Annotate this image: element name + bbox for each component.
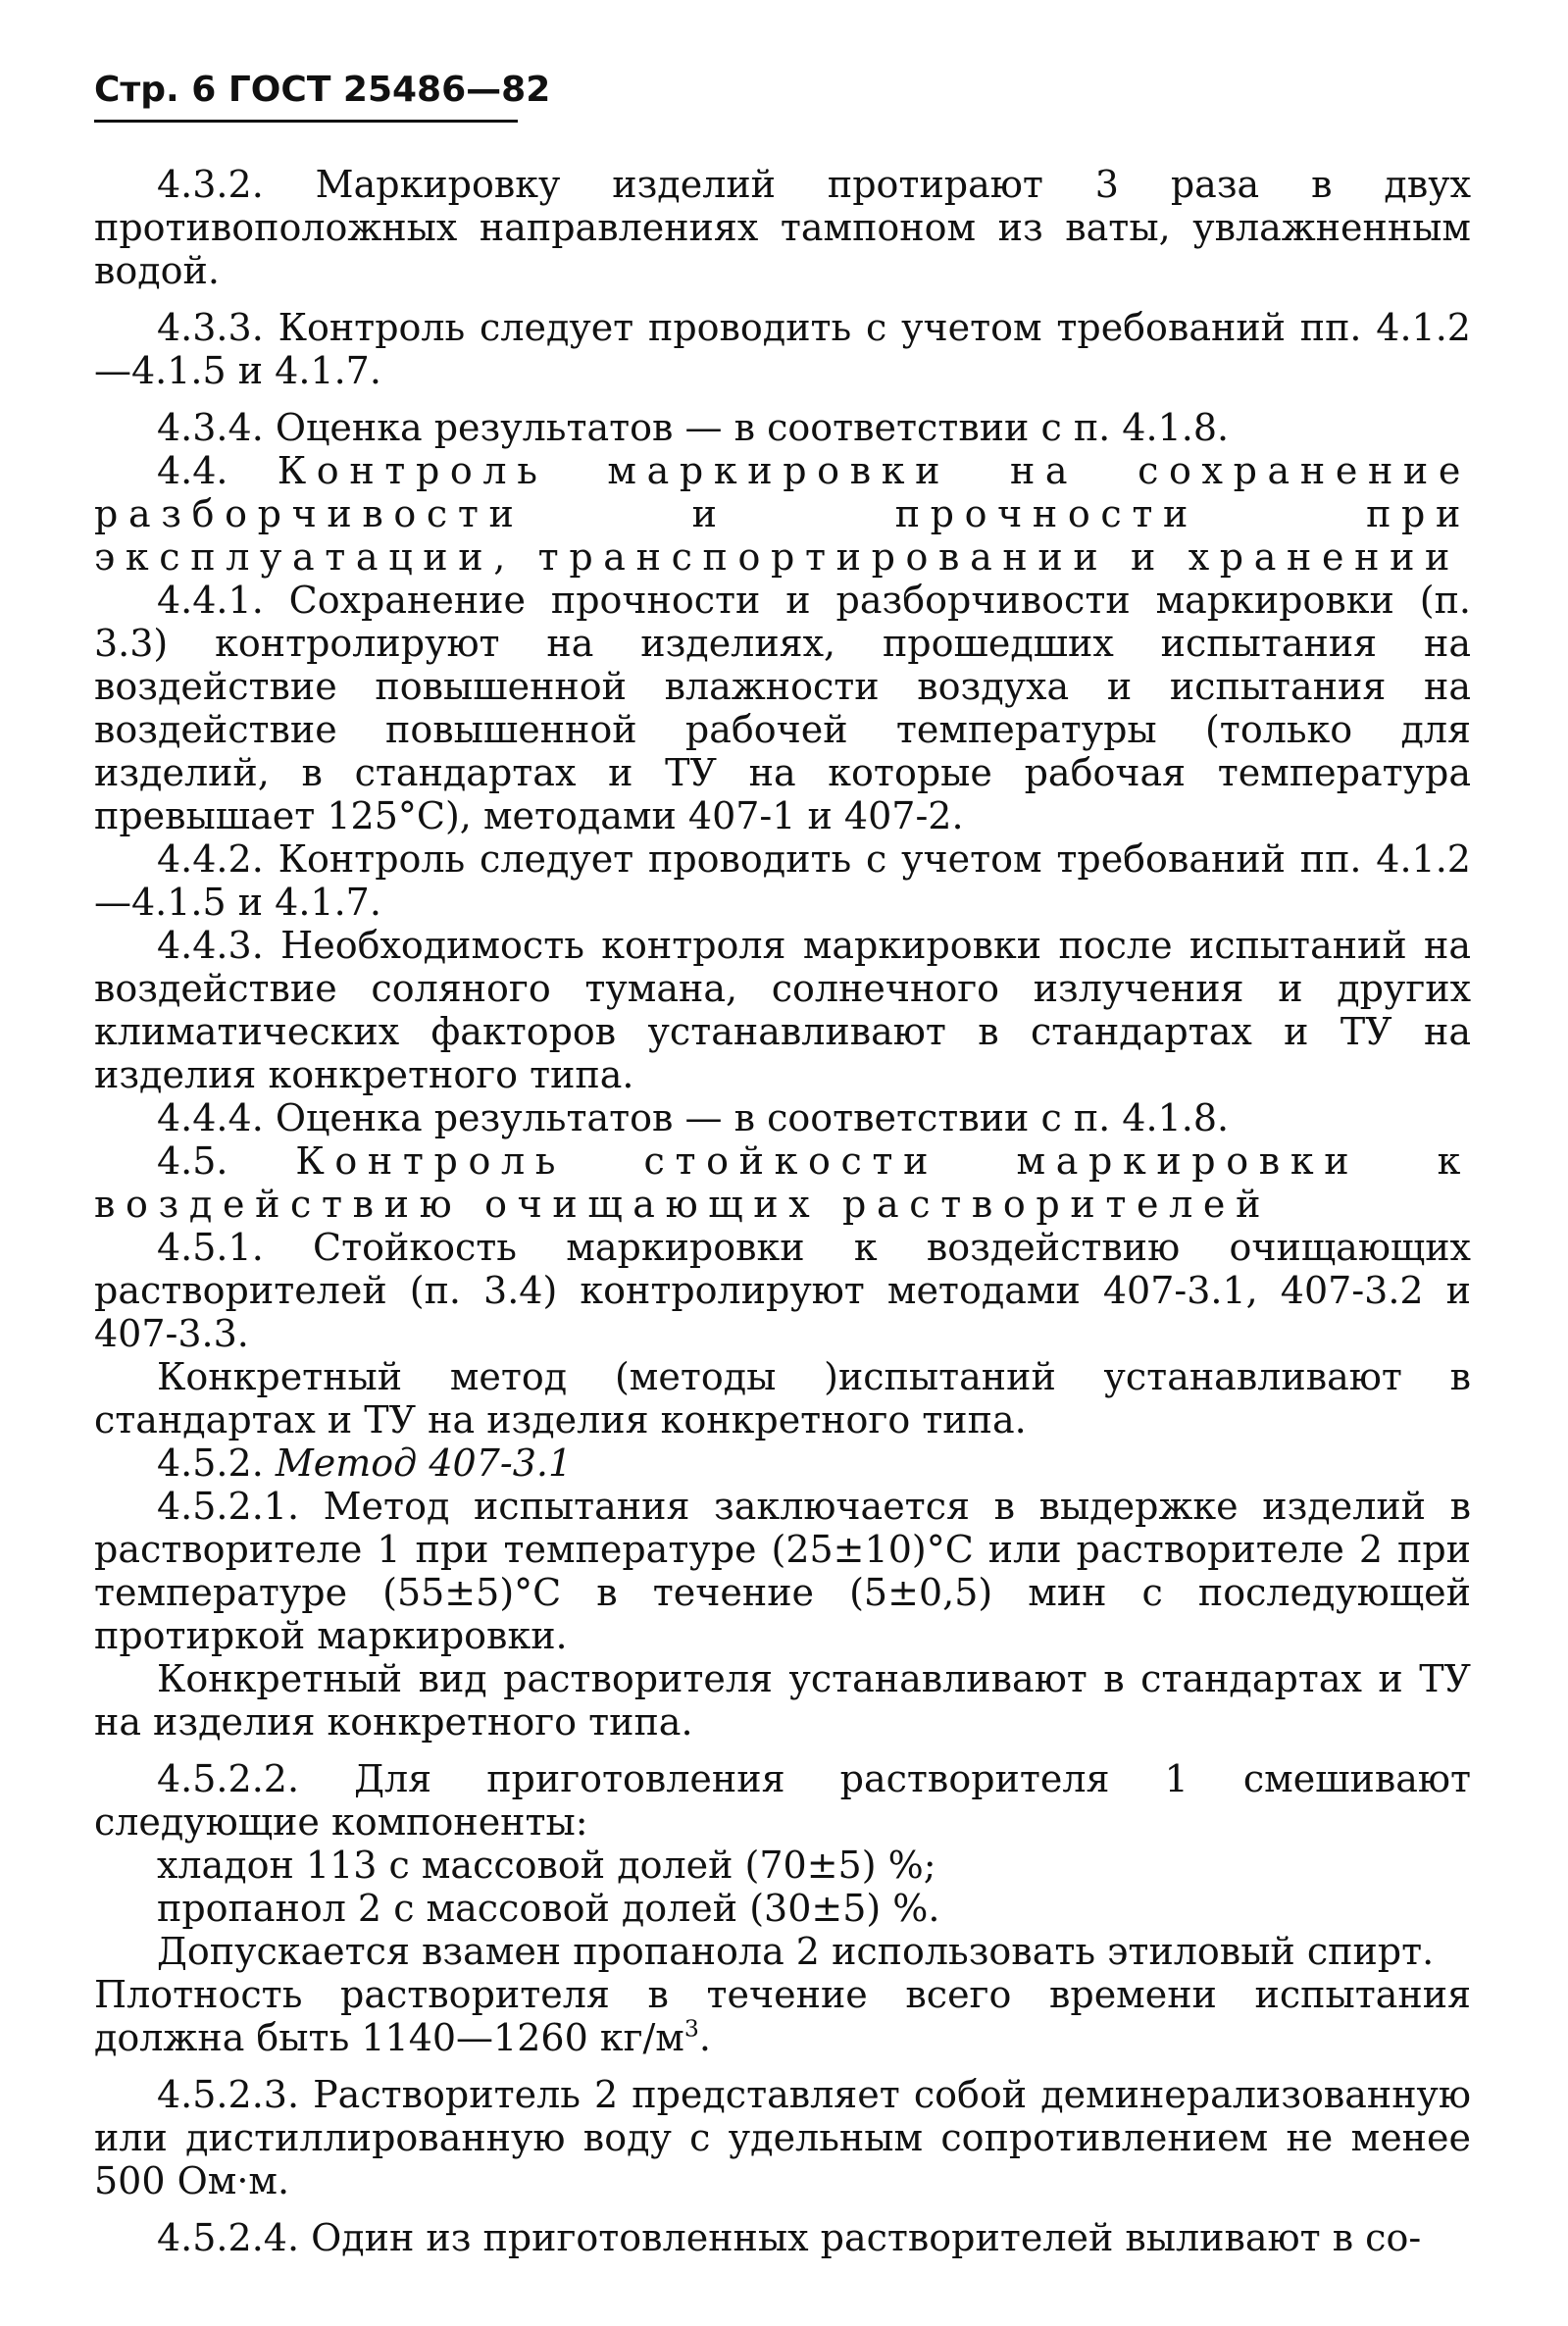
paragraph-4-3-4: 4.3.4. Оценка результатов — в соответствии с п. 4.1.8. — [157, 406, 1230, 449]
paragraph-4-4-2: 4.4.2. Контроль следует проводить с учетом требований пп. 4.1.2—4.1.5 и 4.1.7. — [94, 837, 1471, 924]
paragraph-4-5-2-1-continued: Конкретный вид растворителя устанавливают в стандартах и ТУ на изделия конкретного типа. — [94, 1657, 1471, 1744]
list-item-propanol: пропанол 2 с массовой долей (30±5) %. — [157, 1887, 940, 1930]
page-header — [94, 67, 550, 114]
section-title: Контроль маркировки на сохранение разборчивости и прочности при эксплуатации, транспортировании и хранении — [94, 449, 1472, 579]
density-superscript: 3 — [683, 2014, 699, 2043]
section-heading-4-4 — [94, 449, 1471, 579]
paragraph-4-5-1: 4.5.1. Стойкость маркировки к воздействию очищающих растворителей (п. 3.4) контролируют методами 407-3.1, 407-3.2 и 407-3.3. — [94, 1226, 1471, 1355]
subsection-heading-4-5-2 — [94, 1441, 1471, 1485]
section-number: 4.5. — [157, 1139, 296, 1183]
section-title: Контроль стойкости маркировки к воздействию очищающих растворителей — [94, 1139, 1471, 1226]
subsection-number: 4.5.2. — [157, 1441, 276, 1485]
paragraph-4-5-2-1: 4.5.2.1. Метод испытания заключается в выдержке изделий в растворителе 1 при температуре (25±10)°С или растворителе 2 при температуре (55±5)°С в течение (5±0,5) мин с последующей протиркой маркировки. — [94, 1485, 1471, 1657]
paragraph-4-5-2-4: 4.5.2.4. Один из приготовленных растворителей выливают в со- — [157, 2216, 1422, 2259]
subsection-title: Метод 407-3.1 — [275, 1441, 573, 1485]
paragraph-4-5-1-continued: Конкретный метод (методы )испытаний устанавливают в стандартах и ТУ на изделия конкретного типа. — [94, 1355, 1471, 1441]
paragraph-4-3-2: 4.3.2. Маркировку изделий протирают 3 раза в двух противоположных направлениях тампоном из ваты, увлажненным водой. — [94, 163, 1471, 292]
paragraph-density — [94, 1973, 1471, 2059]
paragraph-4-4-1: 4.4.1. Сохранение прочности и разборчивости маркировки (п. 3.3) контролируют на изделиях, прошедших испытания на воздействие повышенной влажности воздуха и испытания на воздействие повышенной рабочей температуры (только для изделий, в стандартах и ТУ на которые рабочая температура превышает 125°С), методами 407-1 и 407-2. — [94, 579, 1471, 837]
density-text: Плотность растворителя в течение всего времени испытания должна быть 1140—1260 кг/м — [94, 1973, 1471, 2059]
paragraph-4-3-3: 4.3.3. Контроль следует проводить с учетом требований пп. 4.1.2—4.1.5 и 4.1.7. — [94, 306, 1471, 392]
paragraph-ethanol-allowance: Допускается взамен пропанола 2 использовать этиловый спирт. — [157, 1930, 1435, 1973]
paragraph-4-5-2-2: 4.5.2.2. Для приготовления растворителя 1 смешивают следующие компоненты: — [94, 1757, 1471, 1844]
paragraph-4-4-3: 4.4.3. Необходимость контроля маркировки после испытаний на воздействие соляного тумана, солнечного излучения и других климатических факторов устанавливают в стандартах и ТУ на изделия конкретного типа. — [94, 924, 1471, 1096]
section-heading-4-5 — [94, 1139, 1471, 1226]
page-number-label: Стр. 6 — [94, 70, 217, 110]
paragraph-4-5-2-3: 4.5.2.3. Растворитель 2 представляет собой деминерализованную или дистиллированную воду с удельным сопротивлением не менее 500 Ом·м. — [94, 2073, 1471, 2202]
section-number: 4.4. — [157, 449, 278, 492]
density-period: . — [698, 2016, 711, 2059]
header-underline — [94, 120, 518, 123]
paragraph-4-4-4: 4.4.4. Оценка результатов — в соответствии с п. 4.1.8. — [157, 1096, 1230, 1139]
document-id: ГОСТ 25486—82 — [228, 70, 551, 110]
list-item-freon: хладон 113 с массовой долей (70±5) %; — [157, 1844, 936, 1887]
document-body — [94, 163, 1471, 2259]
